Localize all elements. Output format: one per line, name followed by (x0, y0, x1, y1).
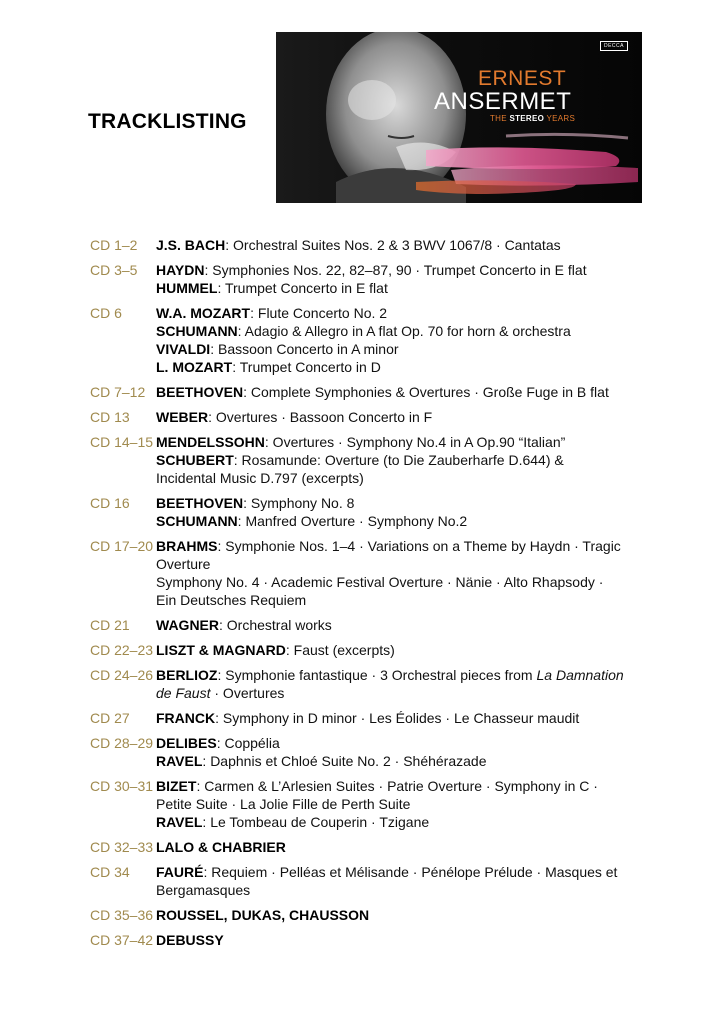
work-text: : Adagio & Allegro in A flat Op. 70 for horn & orchestra (237, 323, 571, 339)
track-line (156, 451, 690, 469)
composer-name: BERLIOZ (156, 667, 218, 683)
cd-number: CD 27 (90, 710, 130, 726)
work-text: : Symphony No. 8 (243, 495, 355, 511)
cover-first-name: ERNEST (478, 67, 567, 90)
tracklist (90, 236, 690, 956)
track-line (156, 616, 690, 634)
track-row (90, 261, 690, 297)
track-description (156, 906, 690, 924)
composer-name: BRAHMS (156, 538, 218, 554)
track-line (156, 261, 690, 279)
track-line (156, 555, 690, 573)
composer-name: SCHUMANN (156, 323, 238, 339)
composer-name: W.A. MOZART (156, 305, 251, 321)
track-line (156, 777, 690, 795)
track-row (90, 777, 690, 831)
cd-number: CD 1–2 (90, 237, 138, 253)
track-row (90, 408, 690, 426)
composer-name: FRANCK (156, 710, 216, 726)
composer-name: LALO & CHABRIER (156, 839, 286, 855)
portrait-art (276, 32, 642, 203)
cd-number: CD 32–33 (90, 839, 154, 855)
track-description (156, 236, 690, 254)
track-line (156, 906, 690, 924)
track-row (90, 931, 690, 949)
cd-number: CD 34 (90, 864, 130, 880)
track-description (156, 494, 690, 530)
track-line (156, 752, 690, 770)
composer-name: LISZT & MAGNARD (156, 642, 286, 658)
track-description (156, 863, 690, 899)
track-row (90, 863, 690, 899)
page-title: TRACKLISTING (88, 110, 247, 133)
composer-name: WEBER (156, 409, 209, 425)
work-text: : Symphony in D minor · Les Éolides · Le Chasseur maudit (215, 710, 580, 726)
composer-name: SCHUMANN (156, 513, 238, 529)
track-description (156, 304, 690, 376)
track-description (156, 777, 690, 831)
work-text: : Symphonie Nos. 1–4 · Variations on a Theme by Haydn · Tragic (217, 538, 621, 554)
work-text: : Overtures · Bassoon Concerto in F (208, 409, 433, 425)
work-text: : Overtures · Symphony No.4 in A Op.90 “Italian” (264, 434, 566, 450)
cd-number: CD 22–23 (90, 642, 154, 658)
track-row (90, 641, 690, 659)
composer-name: VIVALDI (156, 341, 211, 357)
track-row (90, 537, 690, 609)
work-text: Incidental Music D.797 (excerpts) (156, 470, 364, 486)
work-text: : Trumpet Concerto in E flat (217, 280, 388, 296)
work-text: : Symphonie fantastique · 3 Orchestral pieces from (217, 667, 537, 683)
composer-name: WAGNER (156, 617, 219, 633)
track-line (156, 734, 690, 752)
album-cover (276, 32, 642, 203)
cd-number: CD 6 (90, 305, 122, 321)
composer-name: SCHUBERT (156, 452, 234, 468)
work-text: : Orchestral Suites Nos. 2 & 3 BWV 1067/8 · Cantatas (225, 237, 561, 253)
track-description (156, 408, 690, 426)
work-text: Overture (156, 556, 211, 572)
composer-name: BEETHOVEN (156, 495, 244, 511)
track-line (156, 591, 690, 609)
composer-name: FAURÉ (156, 864, 204, 880)
track-row (90, 734, 690, 770)
track-description (156, 734, 690, 770)
work-text: : Coppélia (216, 735, 280, 751)
track-description (156, 666, 690, 702)
track-row (90, 494, 690, 530)
composer-name: RAVEL (156, 753, 203, 769)
track-row (90, 666, 690, 702)
work-text: Symphony No. 4 · Academic Festival Overture · Nänie · Alto Rhapsody · (156, 574, 604, 590)
track-line (156, 494, 690, 512)
track-description (156, 537, 690, 609)
composer-name: RAVEL (156, 814, 203, 830)
cd-number: CD 13 (90, 409, 130, 425)
track-row (90, 383, 690, 401)
track-row (90, 616, 690, 634)
track-line (156, 573, 690, 591)
composer-name: HAYDN (156, 262, 205, 278)
track-description (156, 433, 690, 487)
track-line (156, 537, 690, 555)
composer-name: DELIBES (156, 735, 217, 751)
track-line (156, 838, 690, 856)
track-line (156, 512, 690, 530)
track-description (156, 641, 690, 659)
track-row (90, 709, 690, 727)
track-line (156, 236, 690, 254)
track-description (156, 616, 690, 634)
cd-number: CD 24–26 (90, 667, 154, 683)
work-text: : Symphonies Nos. 22, 82–87, 90 · Trumpet Concerto in E flat (204, 262, 587, 278)
work-text: : Faust (excerpts) (285, 642, 395, 658)
track-row (90, 906, 690, 924)
track-description (156, 383, 690, 401)
track-description (156, 931, 690, 949)
track-line (156, 383, 690, 401)
work-text: Petite Suite · La Jolie Fille de Perth Suite (156, 796, 411, 812)
work-text: : Orchestral works (219, 617, 332, 633)
cd-number: CD 7–12 (90, 384, 146, 400)
track-description (156, 261, 690, 297)
track-line (156, 863, 690, 881)
work-title: La Damnation (536, 667, 624, 683)
composer-name: BEETHOVEN (156, 384, 244, 400)
track-row (90, 838, 690, 856)
cd-number: CD 28–29 (90, 735, 154, 751)
work-text: : Requiem · Pelléas et Mélisande · Pénélope Prélude · Masques et (203, 864, 618, 880)
work-text: Ein Deutsches Requiem (156, 592, 307, 608)
track-line (156, 433, 690, 451)
work-text: : Complete Symphonies & Overtures · Große Fuge in B flat (243, 384, 609, 400)
track-description (156, 838, 690, 856)
track-line (156, 813, 690, 831)
track-line (156, 358, 690, 376)
work-text: : Trumpet Concerto in D (232, 359, 381, 375)
track-line (156, 684, 690, 702)
composer-name: HUMMEL (156, 280, 218, 296)
work-text: : Bassoon Concerto in A minor (210, 341, 399, 357)
track-line (156, 340, 690, 358)
work-text: Bergamasques (156, 882, 251, 898)
composer-name: L. MOZART (156, 359, 233, 375)
composer-name: J.S. BACH (156, 237, 226, 253)
work-text: : Rosamunde: Overture (to Die Zauberharfe D.644) & (233, 452, 564, 468)
cd-number: CD 30–31 (90, 778, 154, 794)
work-text: : Carmen & L’Arlesien Suites · Patrie Overture · Symphony in C · (196, 778, 598, 794)
work-text: : Daphnis et Chloé Suite No. 2 · Shéhérazade (202, 753, 487, 769)
track-line (156, 795, 690, 813)
track-line (156, 931, 690, 949)
cd-number: CD 16 (90, 495, 130, 511)
track-row (90, 304, 690, 376)
track-line (156, 304, 690, 322)
cd-number: CD 17–20 (90, 538, 154, 554)
cd-number: CD 3–5 (90, 262, 138, 278)
track-description (156, 709, 690, 727)
track-row (90, 236, 690, 254)
cd-number: CD 14–15 (90, 434, 154, 450)
track-line (156, 408, 690, 426)
cd-number: CD 37–42 (90, 932, 154, 948)
work-text: · Overtures (210, 685, 285, 701)
track-line (156, 279, 690, 297)
cd-number: CD 21 (90, 617, 130, 633)
work-text: : Le Tombeau de Couperin · Tzigane (202, 814, 430, 830)
track-row (90, 433, 690, 487)
work-title: de Faust (156, 685, 211, 701)
work-text: : Flute Concerto No. 2 (250, 305, 388, 321)
composer-name: DEBUSSY (156, 932, 224, 948)
track-line (156, 881, 690, 899)
track-line (156, 666, 690, 684)
track-line (156, 709, 690, 727)
decca-logo: DECCA (600, 41, 628, 51)
composer-name: BIZET (156, 778, 197, 794)
track-line (156, 322, 690, 340)
track-line (156, 641, 690, 659)
cover-last-name: ANSERMET (434, 88, 572, 115)
work-text: : Manfred Overture · Symphony No.2 (237, 513, 468, 529)
cd-number: CD 35–36 (90, 907, 154, 923)
cover-subtitle: THE STEREO YEARS (490, 114, 576, 123)
composer-name: MENDELSSOHN (156, 434, 265, 450)
composer-name: ROUSSEL, DUKAS, CHAUSSON (156, 907, 370, 923)
track-line (156, 469, 690, 487)
